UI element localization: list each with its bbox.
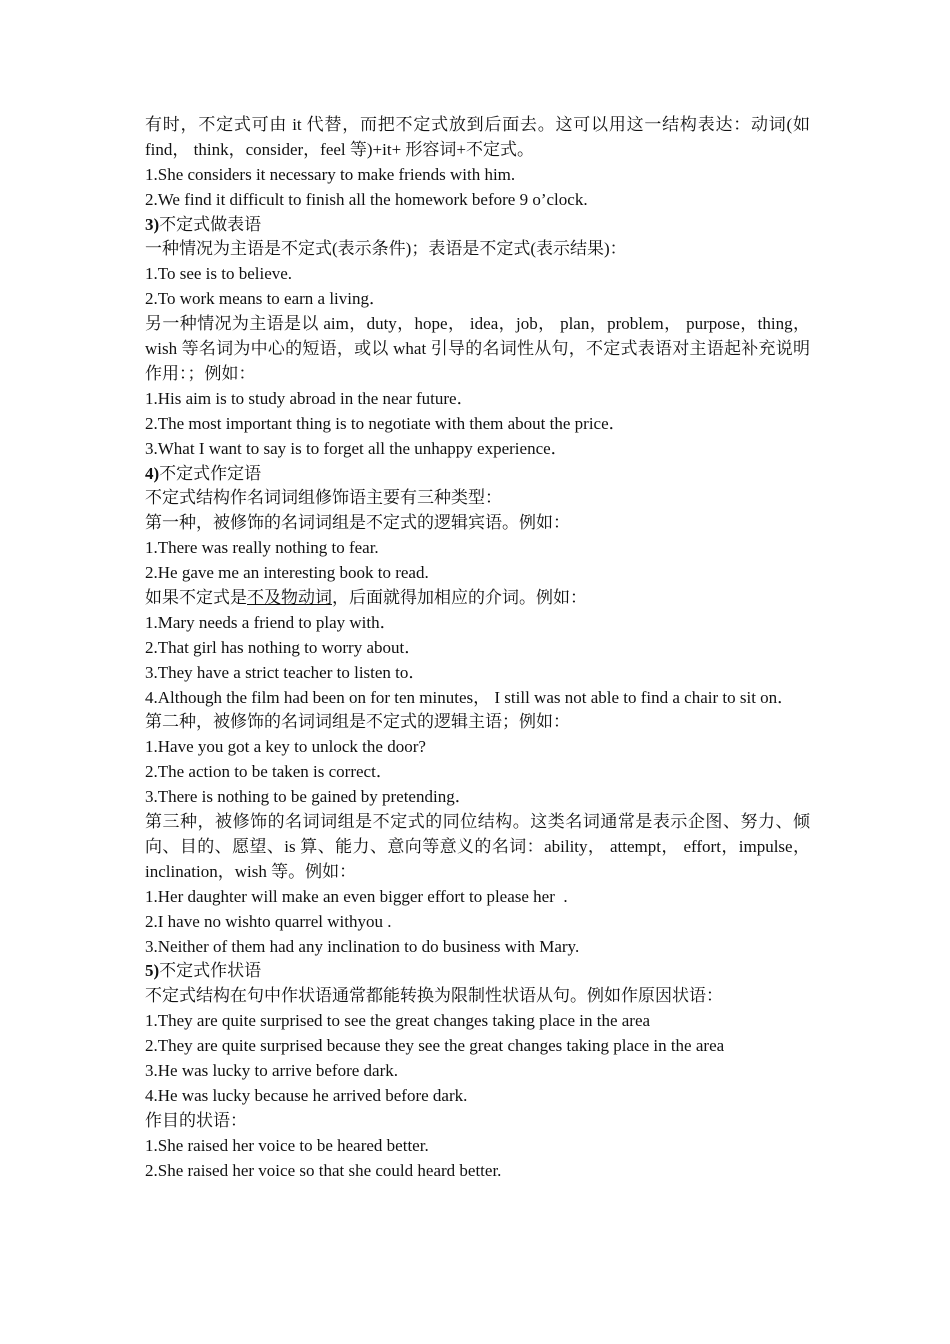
paragraph: 第二种，被修饰的名词词组是不定式的逻辑主语；例如： [145, 712, 570, 732]
text-run: ，后面就得加相应的介词。例如： [332, 588, 587, 607]
example-sentence: 2.We find it difficult to finish all the homework before 9 o’clock. [145, 189, 588, 209]
example-sentence: 2.To work means to earn a living． [145, 289, 387, 309]
paragraph: 不定式结构在句中作状语通常都能转换为限制性状语从句。例如作原因状语： [145, 986, 723, 1006]
example-sentence: 2.I have no wishto quarrel withyou . [145, 911, 392, 931]
section-title: 不定式做表语 [159, 214, 262, 234]
example-sentence: 1.She considers it necessary to make friends with him. [145, 164, 516, 184]
example-sentence: 1.Mary needs a friend to play with． [145, 612, 397, 632]
paragraph: 另一种情况为主语是以 aim，duty，hope， idea，job， plan，problem， purpose，thing，wish 等名词为中心的短语，或以 what 引导的名词性从句，不定式表语对主语起补充说明作用：；例如： [145, 314, 810, 383]
section-title: 不定式作定语 [159, 463, 262, 483]
example-sentence: 2.The action to be taken is correct． [145, 762, 393, 782]
intro-paragraph: 有时，不定式可由 it 代替，而把不定式放到后面去。这可以用这一结构表达：动词(如 find， think，consider，feel 等)+it+ 形容词+不定式。 [145, 115, 810, 159]
example-sentence: 4.Although the film had been on for ten minutes， I still was not able to find a chair to sit on． [145, 687, 795, 707]
example-sentence: 1.His aim is to study abroad in the near future． [145, 388, 474, 408]
section-number: 3) [145, 214, 160, 234]
section-title: 不定式作状语 [159, 961, 262, 981]
paragraph [145, 586, 810, 611]
text-run: 如果不定式是 [145, 588, 247, 607]
section-number: 4) [145, 463, 160, 483]
example-sentence: 1.To see is to believe. [145, 264, 293, 284]
section-heading-5 [145, 959, 810, 984]
example-sentence: 2.The most important thing is to negotiate with them about the price． [145, 413, 626, 433]
example-sentence: 2.She raised her voice so that she could heard better. [145, 1160, 502, 1180]
document-body [145, 113, 810, 1183]
section-number: 5) [145, 961, 160, 981]
example-sentence: 3.Neither of them had any inclination to do business with Mary. [145, 936, 580, 956]
example-sentence: 3.He was lucky to arrive before dark. [145, 1060, 399, 1080]
paragraph: 不定式结构作名词词组修饰语主要有三种类型： [145, 488, 502, 508]
example-sentence: 1.There was really nothing to fear. [145, 538, 379, 558]
paragraph: 作目的状语： [145, 1110, 247, 1130]
section-heading-3 [145, 213, 810, 238]
example-sentence: 3.There is nothing to be gained by pretending． [145, 787, 472, 807]
paragraph: 第三种，被修饰的名词词组是不定式的同位结构。这类名词通常是表示企图、努力、倾向、目的、愿望、is 算、能力、意向等意义的名词：ability， attempt， effort，impulse， inclination，wish 等。例如： [145, 812, 810, 881]
example-sentence: 2.They are quite surprised because they see the great changes taking place in the area [145, 1036, 725, 1056]
example-sentence: 4.He was lucky because he arrived before dark. [145, 1085, 468, 1105]
example-sentence: 1.Her daughter will make an even bigger effort to please her . [145, 886, 568, 906]
example-sentence: 1.She raised her voice to be heared better. [145, 1135, 429, 1155]
example-sentence: 3.What I want to say is to forget all the unhappy experience． [145, 438, 568, 458]
paragraph: 一种情况为主语是不定式(表示条件)；表语是不定式(表示结果)： [145, 239, 627, 259]
example-sentence: 1.Have you got a key to unlock the door? [145, 737, 426, 757]
example-sentence: 2.That girl has nothing to worry about． [145, 637, 422, 657]
example-sentence: 2.He gave me an interesting book to read. [145, 563, 429, 583]
section-heading-4 [145, 462, 810, 487]
example-sentence: 3.They have a strict teacher to listen to． [145, 662, 426, 682]
example-sentence: 1.They are quite surprised to see the great changes taking place in the area [145, 1011, 651, 1031]
underlined-term: 不及物动词 [247, 588, 332, 607]
paragraph: 第一种，被修饰的名词词组是不定式的逻辑宾语。例如： [145, 513, 570, 533]
